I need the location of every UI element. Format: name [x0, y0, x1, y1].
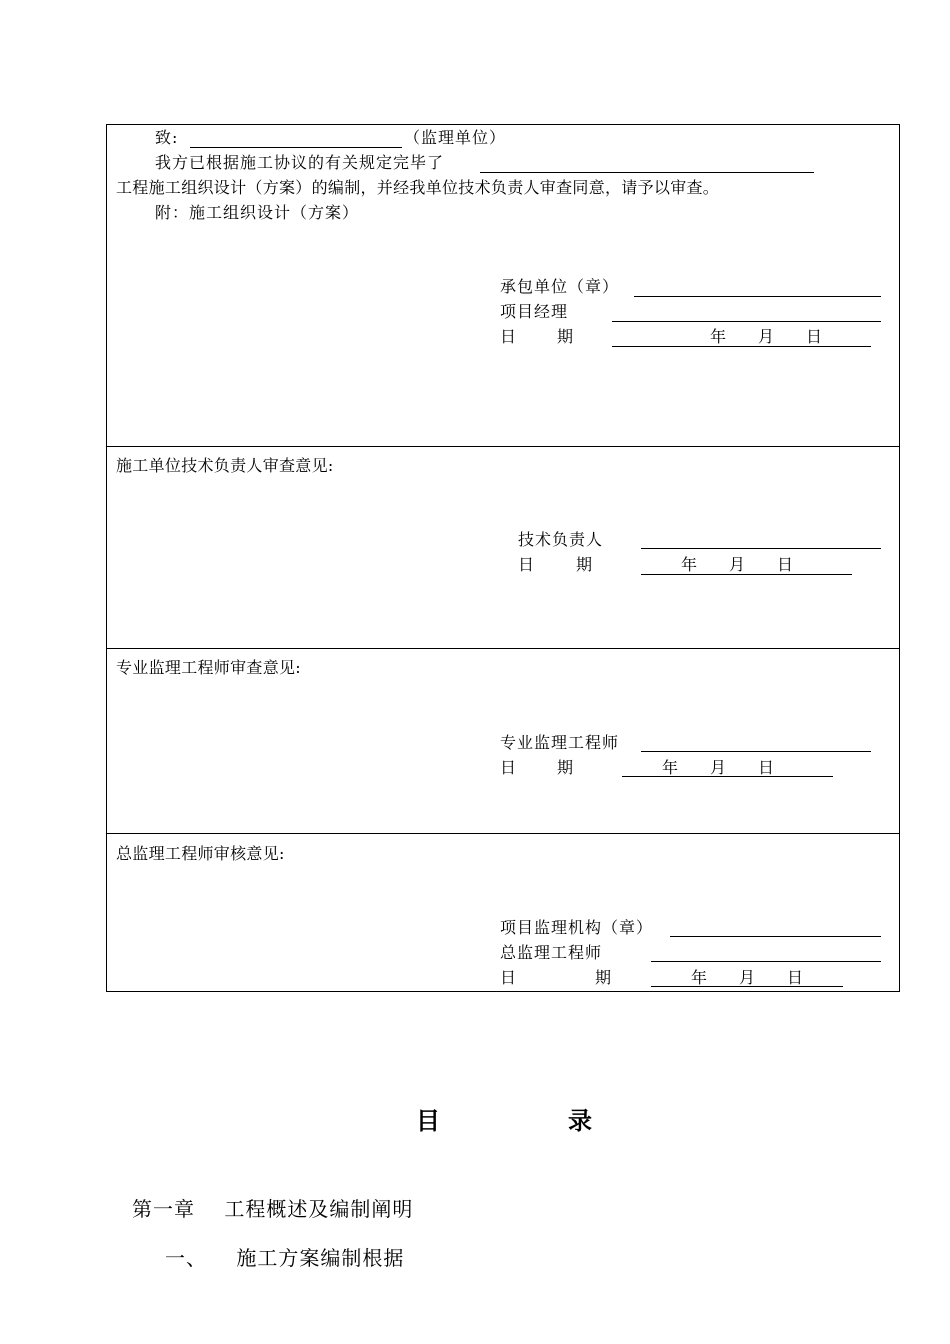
date-year: 年	[662, 758, 680, 777]
date-label-char1: 日	[500, 968, 518, 987]
toc-title-char1: 目	[416, 1106, 440, 1135]
contractor-signature-line[interactable]	[634, 296, 881, 297]
date-day: 日	[787, 968, 805, 987]
tech-lead-label: 技术负责人	[518, 530, 604, 549]
section-divider	[106, 648, 900, 649]
engineer-label: 专业监理工程师	[500, 733, 620, 752]
date-month: 月	[739, 968, 757, 987]
project-manager-signature-line[interactable]	[612, 321, 881, 322]
date-label-char1: 日	[500, 327, 518, 346]
date-label-char2: 期	[576, 555, 594, 574]
date-year: 年	[691, 968, 709, 987]
date-day: 日	[806, 327, 824, 346]
date-label-char1: 日	[500, 758, 518, 777]
section-divider	[106, 833, 900, 834]
date-month: 月	[729, 555, 747, 574]
date-month: 月	[710, 758, 728, 777]
project-manager-label: 项目经理	[500, 302, 569, 321]
chief-engineer-label: 总监理工程师	[500, 943, 603, 962]
date-line[interactable]	[641, 574, 852, 575]
date-label-char2: 期	[557, 327, 575, 346]
statement-line2: 工程施工组织设计（方案）的编制，并经我单位技术负责人审查同意，请予以审查。	[116, 178, 720, 197]
section-title-engineer-review: 专业监理工程师审查意见:	[116, 658, 301, 677]
supervision-org-label: 项目监理机构（章）	[500, 918, 654, 937]
section-title-tech-review: 施工单位技术负责人审查意见:	[116, 456, 334, 475]
date-label-char2: 期	[557, 758, 575, 777]
date-label-char1: 日	[518, 555, 536, 574]
statement-line1: 我方已根据施工协议的有关规定完毕了	[155, 153, 445, 172]
tech-lead-signature-line[interactable]	[641, 548, 881, 549]
to-suffix: （监理单位）	[404, 128, 507, 147]
date-day: 日	[777, 555, 795, 574]
date-line[interactable]	[612, 346, 871, 347]
supervision-org-signature-line[interactable]	[670, 936, 881, 937]
toc-title-char2: 录	[568, 1106, 592, 1135]
attachment-line: 附：施工组织设计（方案）	[155, 203, 360, 222]
project-name-blank[interactable]	[480, 172, 814, 173]
date-year: 年	[710, 327, 728, 346]
supervisor-unit-blank[interactable]	[190, 147, 402, 148]
section-divider	[106, 446, 900, 447]
date-label-char2: 期	[595, 968, 613, 987]
section-title-chief-review: 总监理工程师审核意见:	[116, 844, 285, 863]
to-label: 致:	[155, 128, 179, 147]
contractor-label: 承包单位（章）	[500, 277, 620, 296]
engineer-signature-line[interactable]	[641, 751, 871, 752]
date-line[interactable]	[622, 776, 833, 777]
date-line[interactable]	[651, 986, 843, 987]
date-day: 日	[758, 758, 776, 777]
toc-item-1[interactable]: 一、 施工方案编制根据	[165, 1246, 405, 1270]
date-month: 月	[758, 327, 776, 346]
toc-chapter-1[interactable]: 第一章 工程概述及编制阐明	[132, 1197, 414, 1221]
chief-engineer-signature-line[interactable]	[651, 961, 881, 962]
date-year: 年	[681, 555, 699, 574]
